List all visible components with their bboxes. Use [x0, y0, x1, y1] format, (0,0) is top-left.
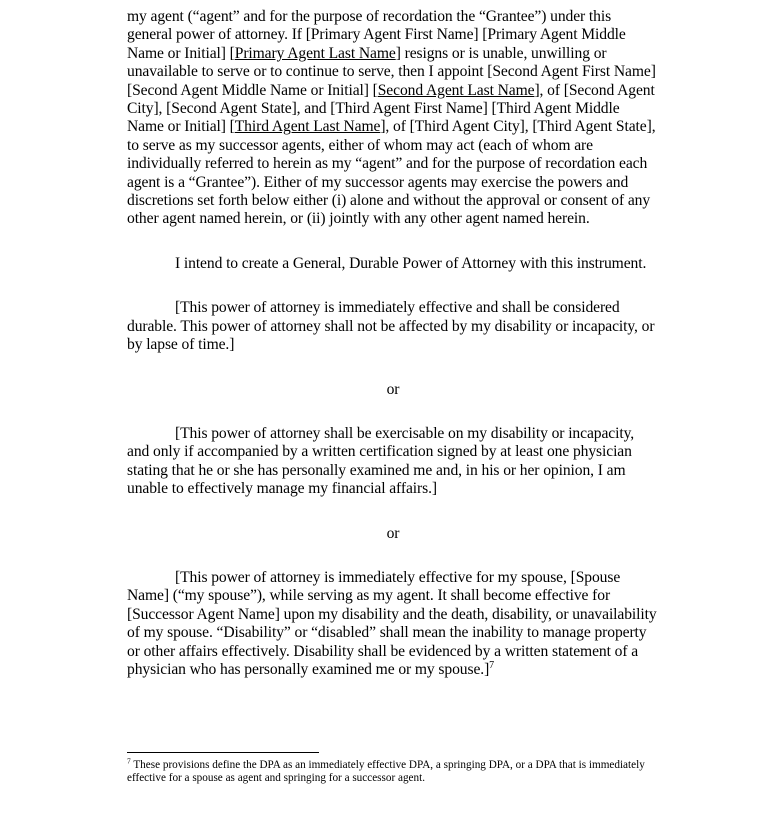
footnote-reference[interactable]: 7 — [489, 659, 495, 671]
para1-text-3: ], of [Second Agent City], [Second Agent State], and [Third Agent First Name] [Third Agent Middle Name or Initial] [ — [127, 81, 655, 136]
footnote-separator — [127, 752, 319, 753]
footnote-text: These provisions define the DPA as an immediately effective DPA, a springing DPA, or a DPA that is immediately effective for a spouse as agent and springing for a successor agent. — [127, 759, 645, 784]
option-immediate-paragraph: [This power of attorney is immediately effective and shall be considered durable. This power of attorney shall not be affected by my disability or incapacity, or by lapse of time.] — [127, 299, 655, 354]
footnote — [127, 756, 647, 785]
option-springing-paragraph: [This power of attorney shall be exercisable on my disability or incapacity, and only if accompanied by a written certification signed by at least one physician stating that he or she has personally examined me and, in his or her opinion, I am unable to effectively manage my financial affairs.] — [127, 424, 635, 498]
para1-text-1: my agent (“agent” and for the purpose of recordation the “Grantee”) under this general power of attorney. If [Primary Agent First Name] [Primary Agent Middle Name or Initial] [ — [127, 8, 626, 62]
or-separator-1: or — [386, 380, 400, 398]
or-separator-2: or — [386, 524, 400, 542]
document-page — [127, 8, 659, 679]
intent-paragraph: I intend to create a General, Durable Power of Attorney with this instrument. — [175, 254, 647, 272]
third-agent-last-name-field: Third Agent Last Name — [234, 118, 381, 136]
option-spouse-paragraph — [127, 569, 659, 679]
second-agent-last-name-field: Second Agent Last Name — [377, 81, 535, 99]
footnote-number: 7 — [127, 756, 131, 766]
agent-appointment-paragraph — [127, 8, 659, 229]
para1-text-4: ], of [Third Agent City], [Third Agent State], to serve as my successor agents, either of whom may act (each of whom are individually referred to herein as my “agent” and for the purpose of recordation each agent is a “Grantee”). Either of my successor agents may exercise the powers and discretions set forth below either (i) alone and without the approval or consent of any other agent named herein, or (ii) jointly with any other agent named herein. — [127, 118, 656, 228]
option-spouse-text: [This power of attorney is immediately effective for my spouse, [Spouse Name] (“my spouse”), while serving as my agent. It shall become effective for [Successor Agent Name] upon my disability and the death, disability, or unavailability of my spouse. “Disability” or “disabled” shall mean the inability to manage property or other affairs effectively. Disability shall be evidenced by a written statement of a physician who has personally examined me or my spouse.] — [127, 568, 657, 678]
primary-agent-last-name-field: Primary Agent Last Name — [234, 44, 396, 62]
para1-text-2: ] resigns or is unable, unwilling or unavailable to serve or to continue to serve, then I appoint [Second Agent First Name] [Second Agent Middle Name or Initial] [ — [127, 44, 656, 99]
